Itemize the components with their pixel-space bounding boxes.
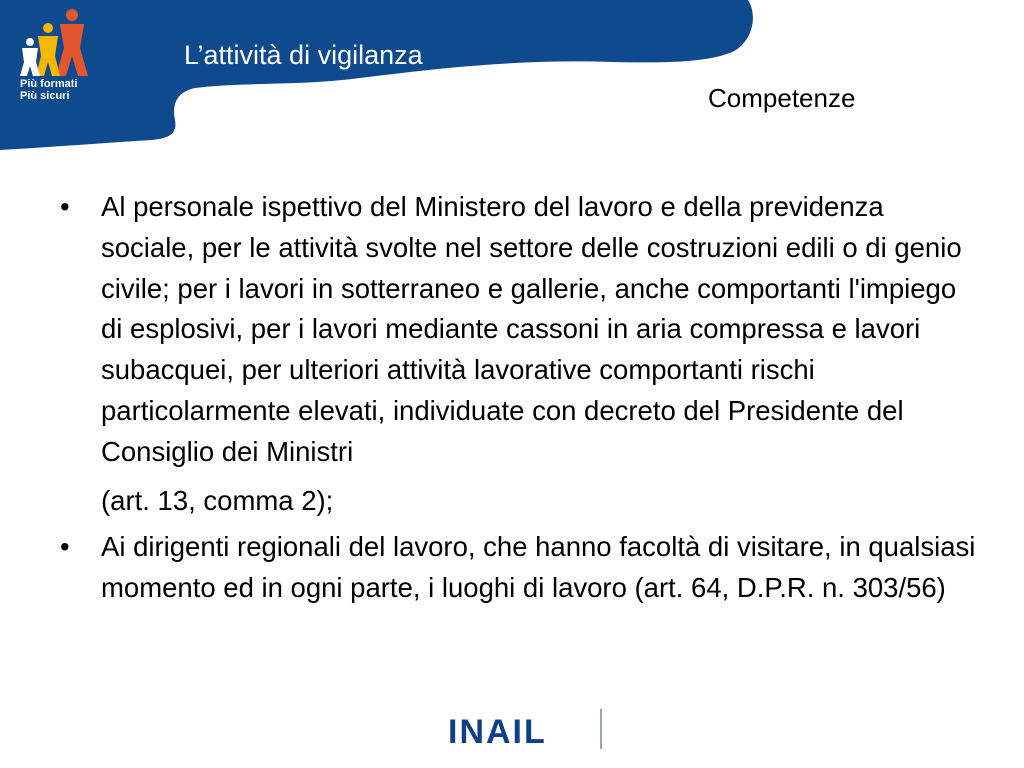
bullet-text: Al personale ispettivo del Ministero del lavoro e della previdenza sociale, per le attività svolte nel settore delle costruzioni edili o di genio civile; per i lavori in sotterraneo e gallerie, anche comportanti l'impiego di esplosivi, per i lavori mediante cassoni in aria compressa e lavori subacquei, per ulteriori attività lavorative comportanti rischi particolarmente elevati, individuate con decreto del Presidente del Consiglio dei Ministri — [101, 191, 962, 467]
logo-figure-body-red — [56, 24, 88, 76]
bullet-marker: • — [60, 191, 70, 222]
inail-logo — [446, 708, 591, 752]
footer-divider — [600, 709, 602, 749]
logo-caption — [20, 78, 77, 102]
banner-shape — [0, 0, 753, 150]
inail-logo-text: INAIL — [448, 713, 547, 751]
bullet-item — [56, 187, 976, 521]
slide-subtitle: Competenze — [708, 83, 856, 113]
slide-title: L’attività di vigilanza — [184, 40, 423, 70]
logo-figure-head-red — [66, 9, 78, 21]
logo-caption-line1: Più formati — [20, 78, 78, 90]
bullet-marker: • — [60, 531, 70, 563]
bullet-text: Ai dirigenti regionali del lavoro, che hanno facoltà di visitare, in qualsiasi momento ed in ogni parte, i luoghi di lavoro (art. 64, D.P.R. n. 303/56) — [101, 531, 976, 604]
header-banner — [0, 0, 760, 152]
logo-figure-body-yellow — [36, 36, 60, 76]
logo-figure-head-white — [26, 38, 34, 46]
bullet-item — [56, 527, 976, 609]
bullet-list — [56, 187, 976, 609]
logo-figure-body-white — [20, 48, 40, 76]
logo-caption-line2: Più sicuri — [20, 90, 70, 102]
logo-figure-head-yellow — [43, 23, 53, 33]
bullet-reference: (art. 13, comma 2); — [101, 484, 334, 516]
